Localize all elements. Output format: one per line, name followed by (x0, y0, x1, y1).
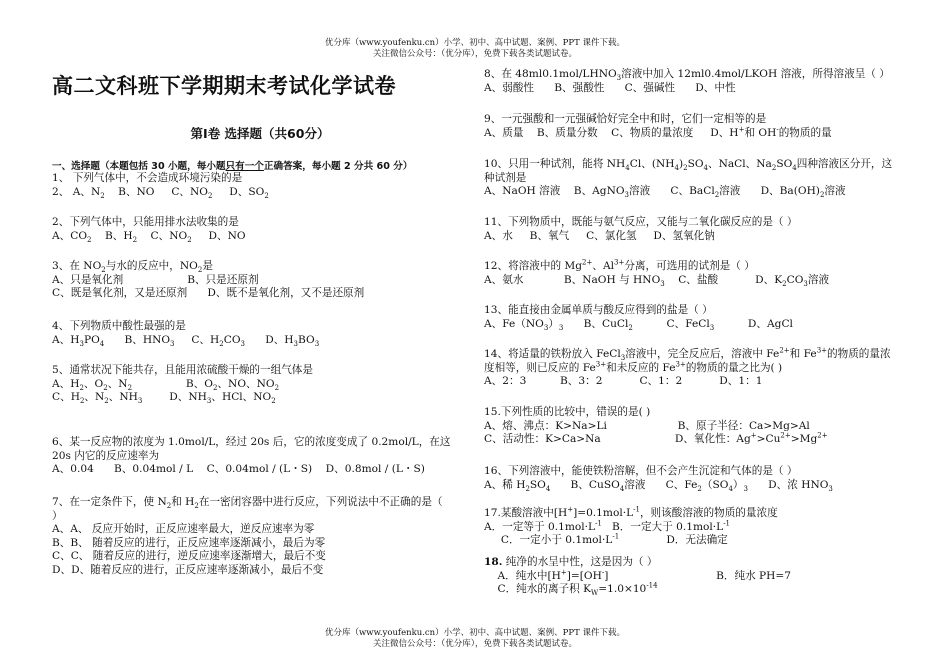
q18-a3: ] (604, 569, 609, 582)
header-line-1: 优分库（www.youfenku.cn）小学、初中、高中试题、案例、PPT 课件下载。 (325, 38, 625, 48)
q15-stem: 15.下列性质的比较中，错误的是( ) (484, 406, 651, 418)
q7-option-c: C、C、 随着反应的进行，逆反应速率逐渐增大，最后不变 (52, 550, 326, 563)
page-footer (0, 628, 950, 650)
q6-line-1: 6、某一反应物的浓度为 1.0mol/L，经过 20s 后，它的浓度变成了 0.2mol/L，在这 (52, 436, 451, 448)
q18-stem-text: 纯净的水呈中性，这是因为（ ） (502, 556, 658, 568)
section-instructions (52, 158, 412, 172)
q18-b: B．纯水 PH=7 (608, 569, 792, 582)
exam-title: 高二文科班下学期期末考试化学试卷 (52, 74, 396, 98)
q13-options: A、$Fe(NO_3)_3$ B、CuCl$_2$ C、FeCl$_3$ D、AgCl (484, 317, 793, 332)
q10-opt-b: 溶液 C、BaCl (629, 185, 715, 198)
q5-options-1: A、$H_2$、$O_2$、$N_2$ B、$O_2$、NO、$NO_2$ (52, 377, 280, 392)
q6-options: A、0.04 B、0.04mol / L C、0.04mol / (L・S) D、0.8mol / (L・S) (52, 463, 425, 476)
q10-opt-d: 溶液 (824, 185, 846, 198)
q16-d: D、浓 HNO (747, 478, 829, 491)
q4-c2: CO (223, 333, 241, 346)
question-14 (484, 348, 904, 389)
q17-options-2: C．一定小于 $0.1mol\cdot L^{-1}$ D．无法确定 (484, 532, 728, 547)
q10-g: 四种溶液区分开，这 (796, 158, 893, 170)
question-3 (52, 260, 468, 301)
q2-options: A、$CO_2$ B、$H_2$ C、$NO_2$ D、NO (52, 229, 246, 244)
q18-c2: =1.0×10 (598, 583, 647, 596)
q10-e: 、NaCl、Na (708, 158, 772, 170)
q9-opt-c: 的物质的量 (778, 126, 832, 139)
q17-c: ，则该酸溶液的物质的量浓度 (639, 507, 778, 519)
question-4 (52, 320, 468, 347)
q3-stem: 3、在 $NO_2$与水的反应中，$NO_2$是 (52, 260, 213, 275)
q5-b2: 、NO、NO (217, 377, 275, 390)
q13-a: A、Fe（NO (484, 317, 544, 330)
q17-b: ]=0.1mol·L (573, 507, 634, 519)
q5-d: D、NH (142, 391, 207, 404)
q18-c: C．纯水的离子积 K (484, 583, 592, 596)
question-7 (52, 496, 468, 578)
q7-stem-c: 在一密闭容器中进行反应，下列说法中不正确的是（ (198, 496, 443, 508)
q7-stem-a: 7、在一定条件下，使 N (52, 496, 167, 508)
question-17 (484, 507, 904, 548)
volume-heading: 第Ⅰ卷 选择题（共60分） (190, 126, 330, 141)
q12-options: A、氨水 B、NaOH 与 $HNO_3$ C、盐酸 D、$K_2CO_3$溶液 (484, 273, 830, 288)
q2-opt-b: B、H (91, 229, 133, 242)
q1-options: 2、 A、$N_2$ B、NO C、$NO_2$ D、$SO_2$ (52, 185, 269, 200)
q16-b3: （SO (701, 478, 729, 491)
question-10 (484, 158, 904, 199)
section-text-underlined: 只有一个 (225, 161, 264, 172)
q3-options-1: A、只是氧化剂 B、只是还原剂 (52, 273, 259, 286)
q14-line-2: 度相等，则已反应的 $Fe^{3+}$和未反应的 $Fe^{3+}$的物质的量之比为( ) (484, 360, 783, 374)
q12-a: 12、将溶液中的 Mg (484, 260, 583, 272)
q8-stem-a: 8、在 48ml0.1mol/LHNO (484, 68, 617, 80)
q10-a: 10、只用一种试剂，能将 NH (484, 158, 626, 170)
q15-c2: >Cu (756, 433, 781, 446)
q18-stem (484, 556, 904, 570)
q14-l2c: 的物质的量之比为( ) (685, 361, 783, 374)
q17-opt-c: C．一定小于 0.1mol·L (484, 534, 613, 547)
q5-a2: 、O (83, 377, 104, 390)
q16-a: A、稀 H (484, 478, 526, 491)
q10-opt-a: A、NaOH 溶液 B、AgNO (484, 185, 625, 198)
q4-options: A、$H_3PO_4$ B、$HNO_3$ C、$H_2CO_3$ D、$H_3BO_3$ (52, 333, 320, 348)
q10-opt-c: 溶液 D、Ba(OH) (719, 185, 820, 198)
q9-opt-a: A、质量 B、质量分数 C、物质的量浓度 D、H (484, 126, 739, 139)
q2-stem: 2、下列气体中，只能用排水法收集的是 (52, 216, 239, 228)
q13-d: D、AgCl (714, 317, 793, 330)
q17-opt-b: B．一定大于 0.1mol·L (601, 520, 724, 533)
q5-d2: 、HCl、NO (211, 391, 272, 404)
q8-options: A、弱酸性 B、强酸性 C、强碱性 D、中性 (484, 81, 736, 94)
q7-option-d: D、D、随着反应的进行，正反应速率逐渐减小，最后不变 (52, 563, 324, 576)
page-header (0, 38, 950, 60)
footer-line-1: 优分库（www.youfenku.cn）小学、初中、高中试题、案例、PPT 课件下载。 (325, 628, 625, 638)
q13-a2: ） (548, 317, 559, 330)
q10-d: SO (687, 158, 704, 170)
q4-d2: BO (298, 333, 315, 346)
q18-a: A．纯水中[H (484, 569, 561, 582)
question-12 (484, 260, 904, 287)
q12-opt-d: 溶液 (807, 273, 830, 286)
q2-opt-a: A、CO (52, 229, 88, 242)
question-16 (484, 465, 904, 492)
q7-stem-end: ） (52, 509, 63, 522)
q18-options-2: C．纯水的离子积 $K_W=1.0\times 10^{-14}$ (484, 581, 658, 598)
q7-stem: 7、在一定条件下，使 $N_2$和 $H_2$在一密闭容器中进行反应，下列说法中不正确的是（ (52, 496, 443, 511)
q5-c3: 、NH (108, 391, 138, 404)
q18-options-1: A．纯水中[H+]=[OH-] B．纯水 PH=7 (484, 568, 792, 582)
question-6 (52, 436, 468, 477)
q14-l1c: 和 Fe (789, 348, 817, 360)
question-13 (484, 304, 904, 331)
q14-l1a: 14、将适量的铁粉放入 FeCl (484, 348, 621, 360)
q12-opt-b: C、盐酸 D、K (664, 273, 783, 286)
q14-options: A、2：3 B、3：2 C、1：2 D、1：1 (484, 375, 763, 388)
q12-b: 、Al (592, 260, 615, 272)
q13-c: C、FeCl (632, 317, 710, 330)
question-18 (484, 556, 904, 597)
q18-a2: ]=[OH (566, 569, 602, 582)
q12-stem: 12、将溶液中的 $Mg^{2+}$、$Al^{3+}$分离，可选用的试剂是（ ） (484, 258, 755, 272)
q13-stem: 13、能直接由金属单质与酸反应得到的盐是（ ） (484, 304, 713, 316)
q16-options: A、稀 $H_2SO_4$ B、CuSO$_4$溶液 C、$Fe_2(SO_4)_3$ D、浓 $HNO_3$ (484, 478, 833, 493)
q11-stem: 11、下列物质中，既能与氨气反应，又能与二氧化碳反应的是（ ） (484, 216, 798, 228)
q1-opt-b: B、NO C、NO (104, 185, 208, 198)
q14-l1d: 的物质的量浓 (827, 348, 891, 360)
section-text-b: 正确答案，每小题 2 分共 60 分） (263, 161, 413, 172)
q7-option-b: B、B、 随着反应的进行，正反应速率逐渐减小，最后为零 (52, 536, 326, 549)
q16-a2: SO (529, 478, 546, 491)
q10-c: ) (678, 158, 684, 170)
q8-stem-b: 溶液中加入 12ml0.4mol/LKOH 溶液，所得溶液呈（ ） (621, 68, 890, 80)
q7-option-a: A、A、 反应开始时，正反应速率最大，逆反应速率为零 (52, 523, 315, 536)
q5-c2: 、N (84, 391, 105, 404)
q17-opt-a: A．一定等于 0.1mol·L (484, 520, 596, 533)
question-2 (52, 216, 468, 243)
q12-opt-a: A、氨水 B、NaOH 与 HNO (484, 273, 661, 286)
section-text-a: 一、选择题（本题包括 30 小题，每小题 (52, 161, 226, 172)
q5-options-2: C、$H_2$、$N_2$、$NH_3$ D、$NH_3$、HCl、$NO_2$ (52, 391, 276, 406)
q9-options: A、质量 B、质量分数 C、物质的量浓度 D、H+和 OH-的物质的量 (484, 125, 832, 139)
q9-opt-b: 和 OH (744, 126, 777, 139)
q14-l2b: 和未反应的 Fe (606, 361, 676, 374)
q14-l1b: 溶液中，完全反应后，溶液中 Fe (625, 348, 780, 360)
q10-options: A、NaOH 溶液 B、AgNO$_3$溶液 C、BaCl$_2$溶液 D、$Ba(OH)_2$溶液 (484, 185, 846, 200)
q16-b4: ） (732, 478, 744, 491)
question-1 (52, 172, 468, 199)
q17-a: 17.某酸溶液中[H (484, 507, 568, 519)
q11-options: A、水 B、氧气 C、氯化氢 D、氢氧化钠 (484, 229, 715, 242)
question-5 (52, 364, 468, 405)
question-8 (484, 68, 904, 95)
q3-options-2: C、既是氧化剂，又是还原剂 D、既不是氧化剂，又不是还原剂 (52, 287, 365, 300)
q5-b: B、O (132, 377, 213, 390)
footer-line-2: 关注微信公众号：（优分库），免费下载各类试题试卷。 (372, 639, 577, 649)
q1-stem: 1、 下列气体中，不会造成环境污染的是 (52, 172, 243, 184)
q9-stem: 9、一元强酸和一元强碱恰好完全中和时，它们一定相等的是 (484, 113, 767, 125)
q4-a: A、H (52, 333, 80, 346)
q3-stem-c: 是 (202, 260, 213, 272)
q3-stem-b: 与水的反应中，NO (105, 260, 198, 272)
q16-stem: 16、下列溶液中，能使铁粉溶解，但不会产生沉淀和气体的是（ ） (484, 465, 798, 477)
q2-opt-d: D、NO (191, 229, 246, 242)
q13-b: B、CuCl (563, 317, 629, 330)
q17-options-1: A．一定等于 $0.1mol\cdot L^{-1}$ B．一定大于 $0.1mol\cdot L^{-1}$ (484, 519, 731, 533)
q5-stem: 5、通常状况下能共存，且能用浓硫酸干燥的一组气体是 (52, 364, 313, 376)
q8-stem: 8、在 $48ml0.1mol/LHNO_3$溶液中加入 12ml0.4mol/LKOH 溶液，所得溶液呈（ ） (484, 68, 890, 83)
q15-c3: >Mg (790, 433, 818, 446)
q16-b2: 溶液 C、Fe (624, 478, 698, 491)
q2-opt-c: C、NO (137, 229, 188, 242)
q10-f: SO (776, 158, 793, 170)
question-15 (484, 406, 904, 447)
question-9 (484, 113, 904, 140)
q17-stem: 17.某酸溶液中$[H^+]=0.1mol\cdot L^{-1}$，则该酸溶液的物质的量浓度 (484, 505, 778, 519)
q14-l2a: 度相等，则已反应的 Fe (484, 361, 596, 374)
q7-stem-b: 和 H (171, 496, 195, 508)
q12-c: 分离，可选用的试剂是（ ） (624, 260, 755, 272)
q4-stem: 4、下列物质中酸性最强的是 (52, 320, 186, 332)
q4-d: D、H (245, 333, 294, 346)
question-11 (484, 216, 904, 243)
q4-c: C、H (174, 333, 220, 346)
q1-opt-a: 2、 A、N (52, 185, 101, 198)
q16-b: B、CuSO (550, 478, 620, 491)
q14-line-1: 14、将适量的铁粉放入 FeCl$_3$溶液中，完全反应后，溶液中 $Fe^{2+}$和 $Fe^{3+}$的物质的量浓 (484, 346, 891, 363)
q15-options-2: C、活动性：K>Ca>Na D、氧化性：$Ag^+>Cu^{2+}>Mg^{2+}$ (484, 431, 828, 446)
q5-a3: 、N (107, 377, 128, 390)
q3-stem-a: 3、在 NO (52, 260, 102, 272)
q4-b: B、HNO (104, 333, 171, 346)
q4-a2: PO (83, 333, 100, 346)
header-line-2: 关注微信公众号：（优分库），免费下载各类试题试卷。 (372, 49, 577, 59)
q5-c: C、H (52, 391, 80, 404)
q10-stem: 10、只用一种试剂，能将 $NH_4Cl$、$(NH_4)_2SO_4$、NaCl、$Na_2SO_4$四种溶液区分开，这 (484, 158, 893, 173)
q10-stem-2: 种试剂是 (484, 171, 527, 184)
q17-opt-d: D．无法确定 (619, 534, 728, 547)
q5-a: A、H (52, 377, 80, 390)
q15-c: C、活动性：K>Ca>Na D、氧化性：Ag (484, 433, 751, 446)
q15-options-1: A、熔、沸点：K>Na>Li B、原子半径：Ca>Mg>Al (484, 419, 810, 432)
q18-number: 18. (484, 556, 503, 568)
q12-opt-c: CO (786, 273, 804, 286)
q6-line-2: 20s 内它的反应速率为 (52, 449, 160, 462)
q1-opt-c: D、SO (212, 185, 265, 198)
q10-b: Cl、(NH (629, 158, 675, 170)
